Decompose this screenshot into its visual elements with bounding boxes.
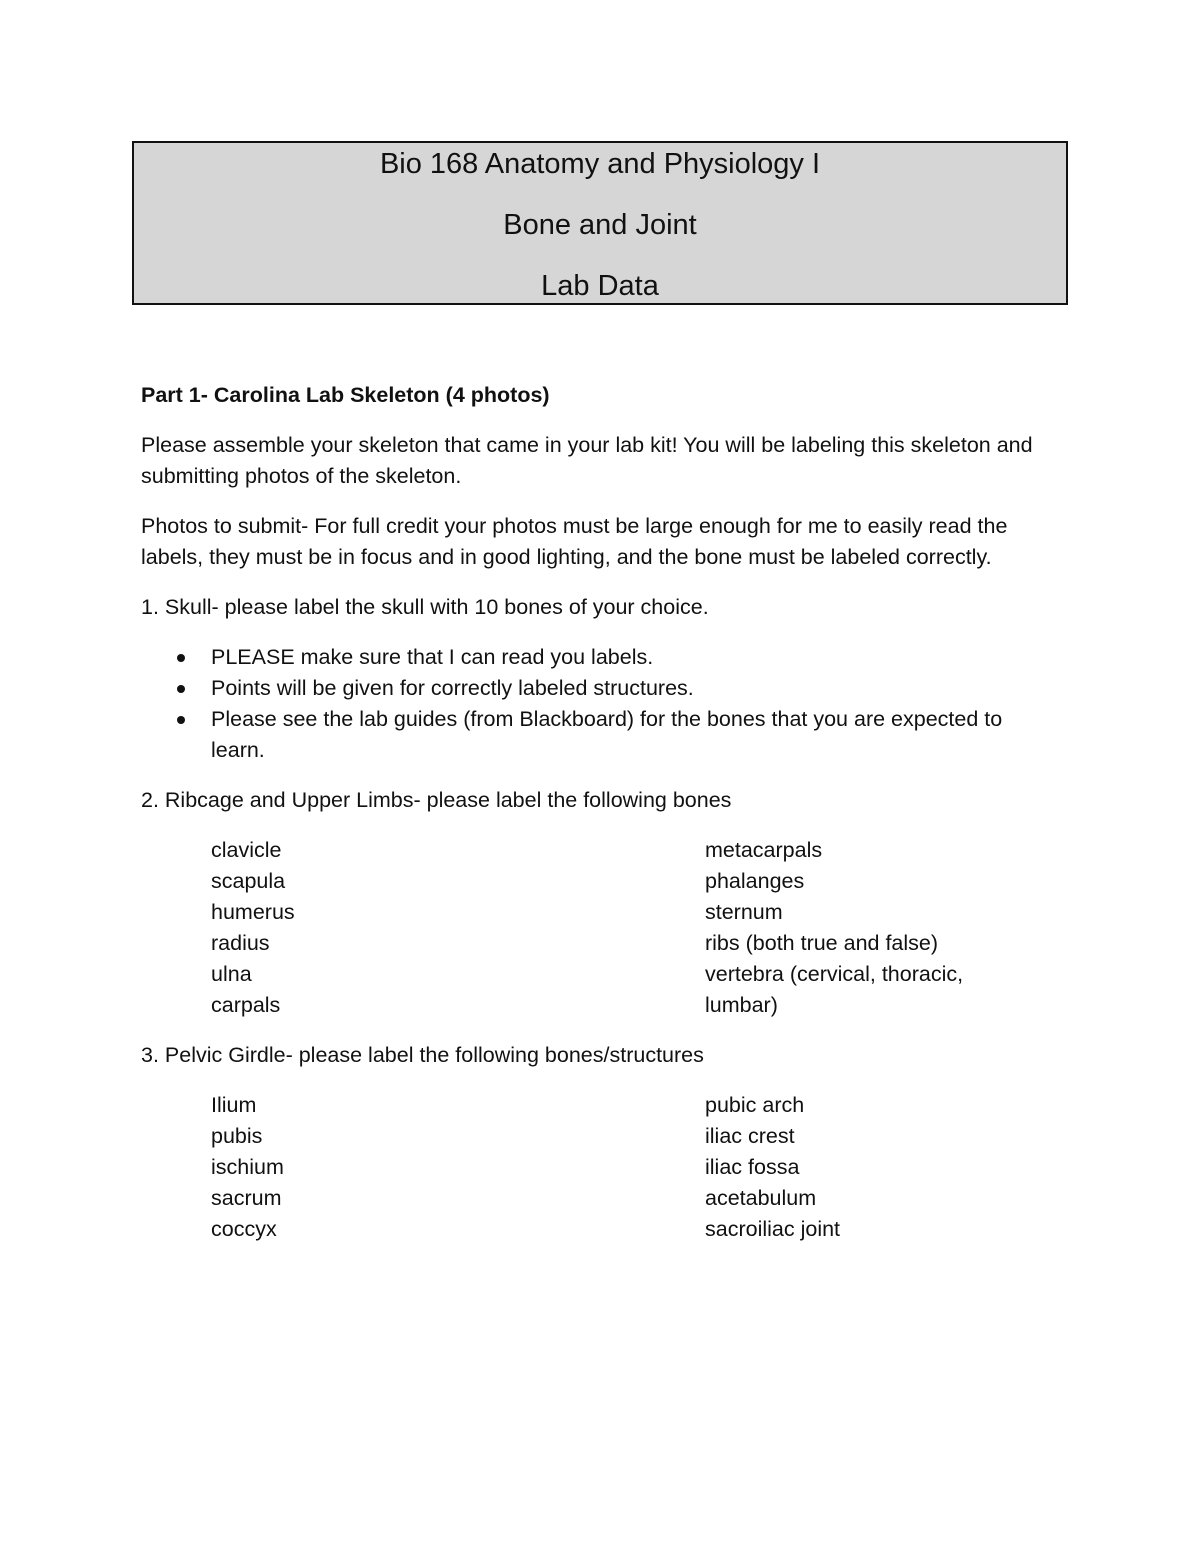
list-item [141,704,1061,766]
item-1-skull: 1. Skull- please label the skull with 10 bones of your choice. [141,595,709,619]
bullet-text: Please see the lab guides (from Blackboard) for the bones that you are expected to learn. [211,707,1003,762]
bullet-icon [177,654,185,662]
list-item: radius [211,931,270,955]
bullet-icon [177,716,185,724]
bullet-text: PLEASE make sure that I can read you labels. [211,645,654,669]
list-item: sacroiliac joint [705,1217,841,1241]
ribcage-left-column [141,835,705,1021]
list-item: sacrum [211,1186,282,1210]
list-item: vertebra (cervical, thoracic, [705,962,964,986]
list-item: iliac fossa [705,1155,800,1179]
list-item: ischium [211,1155,284,1179]
ribcage-right-column [705,835,1061,1021]
pelvic-structure-list [141,1090,1061,1245]
list-item: phalanges [705,869,805,893]
list-item: humerus [211,900,295,924]
skull-bullet-list [141,642,1061,766]
list-item: ulna [211,962,252,986]
list-item: pubic arch [705,1093,805,1117]
item-3-pelvic-girdle: 3. Pelvic Girdle- please label the following bones/structures [141,1043,704,1067]
part-1-heading: Part 1- Carolina Lab Skeleton (4 photos) [141,383,550,407]
list-item: Ilium [211,1093,257,1117]
photos-note-paragraph: Photos to submit- For full credit your photos must be large enough for me to easily read the labels, they must be in focus and in good lighting, and the bone must be labeled correctly. [141,514,1008,569]
list-item: iliac crest [705,1124,795,1148]
list-item: carpals [211,993,281,1017]
list-item: scapula [211,869,286,893]
pelvic-left-column [141,1090,705,1245]
item-2-ribcage: 2. Ribcage and Upper Limbs- please label the following bones [141,788,732,812]
pelvic-right-column [705,1090,1061,1245]
list-item: ribs (both true and false) [705,931,939,955]
intro-paragraph: Please assemble your skeleton that came in your lab kit! You will be labeling this skeleton and submitting photos of the skeleton. [141,433,1033,488]
list-item: coccyx [211,1217,277,1241]
title-box [132,141,1068,305]
bullet-text: Points will be given for correctly labeled structures. [211,676,694,700]
list-item [141,673,1061,704]
document-body [141,380,1061,1264]
list-item: pubis [211,1124,263,1148]
course-title: Bio 168 Anatomy and Physiology I [379,148,821,180]
lab-subtitle: Lab Data [541,270,659,302]
list-item: clavicle [211,838,282,862]
list-item: acetabulum [705,1186,817,1210]
list-item: metacarpals [705,838,823,862]
bullet-icon [177,685,185,693]
lab-topic: Bone and Joint [503,209,697,241]
list-item: lumbar) [705,993,778,1017]
ribcage-bone-list [141,835,1061,1021]
list-item [141,642,1061,673]
list-item: sternum [705,900,783,924]
